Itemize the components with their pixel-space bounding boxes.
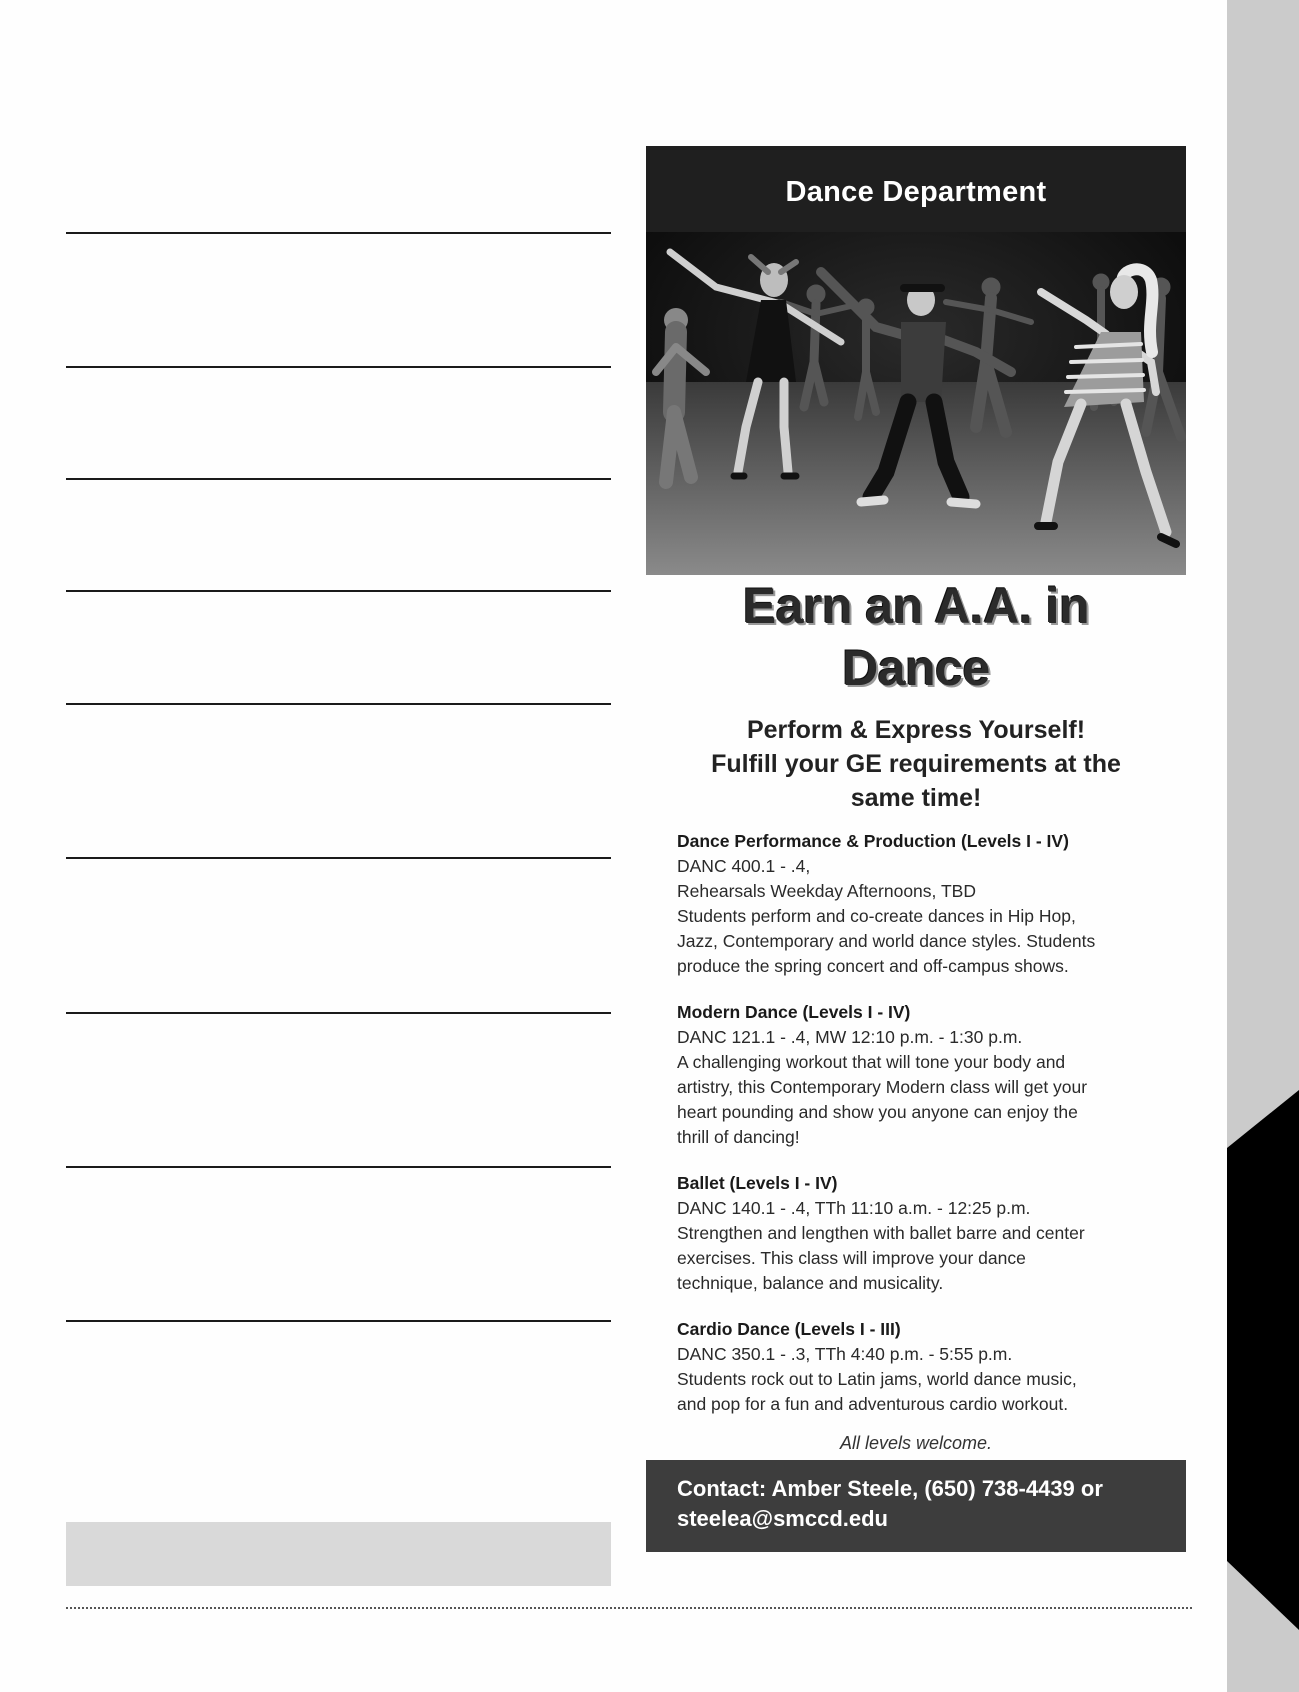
contact-email-link[interactable]: steelea@smccd.edu	[677, 1506, 888, 1531]
course-name: Modern Dance (Levels I - IV)	[677, 1002, 911, 1022]
contact-name-phone: Contact: Amber Steele, (650) 738-4439 or	[677, 1476, 1103, 1501]
write-in-line[interactable]	[66, 478, 611, 480]
write-in-line[interactable]	[66, 232, 611, 234]
subhead-line: Perform & Express Yourself!	[746, 716, 1086, 744]
course-list	[677, 829, 1177, 1417]
dance-flyer	[646, 146, 1186, 1552]
write-in-line[interactable]	[66, 703, 611, 705]
write-in-line[interactable]	[66, 366, 611, 368]
contact-bar	[646, 1460, 1186, 1552]
headline-line: Earn an A.A. in	[742, 578, 1090, 634]
course-item	[677, 1317, 1177, 1417]
dancers-photo	[646, 232, 1186, 575]
write-in-line[interactable]	[66, 1166, 611, 1168]
gray-total-box	[66, 1522, 611, 1586]
course-item	[677, 829, 1177, 979]
course-code: DANC 350.1 - .3, TTh 4:40 p.m. - 5:55 p.m.	[677, 1344, 1013, 1364]
flyer-header: Dance Department	[646, 146, 1186, 232]
course-description: Strengthen and lengthen with ballet barre and center exercises. This class will improve your dance technique, balance and musicality.	[677, 1223, 1085, 1293]
write-in-line[interactable]	[66, 590, 611, 592]
course-name: Dance Performance & Production (Levels I - IV)	[677, 831, 1069, 851]
subhead-line: Fulfill your GE requirements at the	[711, 750, 1121, 778]
course-description: Students rock out to Latin jams, world dance music, and pop for a fun and adventurous cardio workout.	[677, 1369, 1077, 1414]
dotted-cut-line	[66, 1607, 1192, 1609]
write-in-line[interactable]	[66, 1320, 611, 1322]
headline	[646, 575, 1186, 699]
course-code: DANC 140.1 - .4, TTh 11:10 a.m. - 12:25 p.m.	[677, 1198, 1031, 1218]
course-description: A challenging workout that will tone your body and artistry, this Contemporary Modern class will get your heart pounding and show you anyone can enjoy the thrill of dancing!	[677, 1052, 1088, 1147]
headline-line: Dance	[842, 640, 990, 696]
course-item	[677, 1000, 1177, 1150]
write-in-line[interactable]	[66, 857, 611, 859]
page-edge-tab	[1227, 0, 1299, 1692]
course-description: Students perform and co-create dances in Hip Hop, Jazz, Contemporary and world dance styles. Students produce the spring concert and off-campus shows.	[677, 906, 1096, 976]
all-levels-note: All levels welcome.	[839, 1433, 993, 1453]
subhead	[646, 713, 1186, 815]
write-in-line[interactable]	[66, 1012, 611, 1014]
subhead-line: same time!	[850, 784, 982, 812]
course-schedule: Rehearsals Weekday Afternoons, TBD	[677, 881, 976, 901]
course-item	[677, 1171, 1177, 1296]
course-code: DANC 121.1 - .4, MW 12:10 p.m. - 1:30 p.m.	[677, 1027, 1023, 1047]
course-code: DANC 400.1 - .4,	[677, 856, 811, 876]
course-name: Ballet (Levels I - IV)	[677, 1173, 838, 1193]
course-name: Cardio Dance (Levels I - III)	[677, 1319, 901, 1339]
